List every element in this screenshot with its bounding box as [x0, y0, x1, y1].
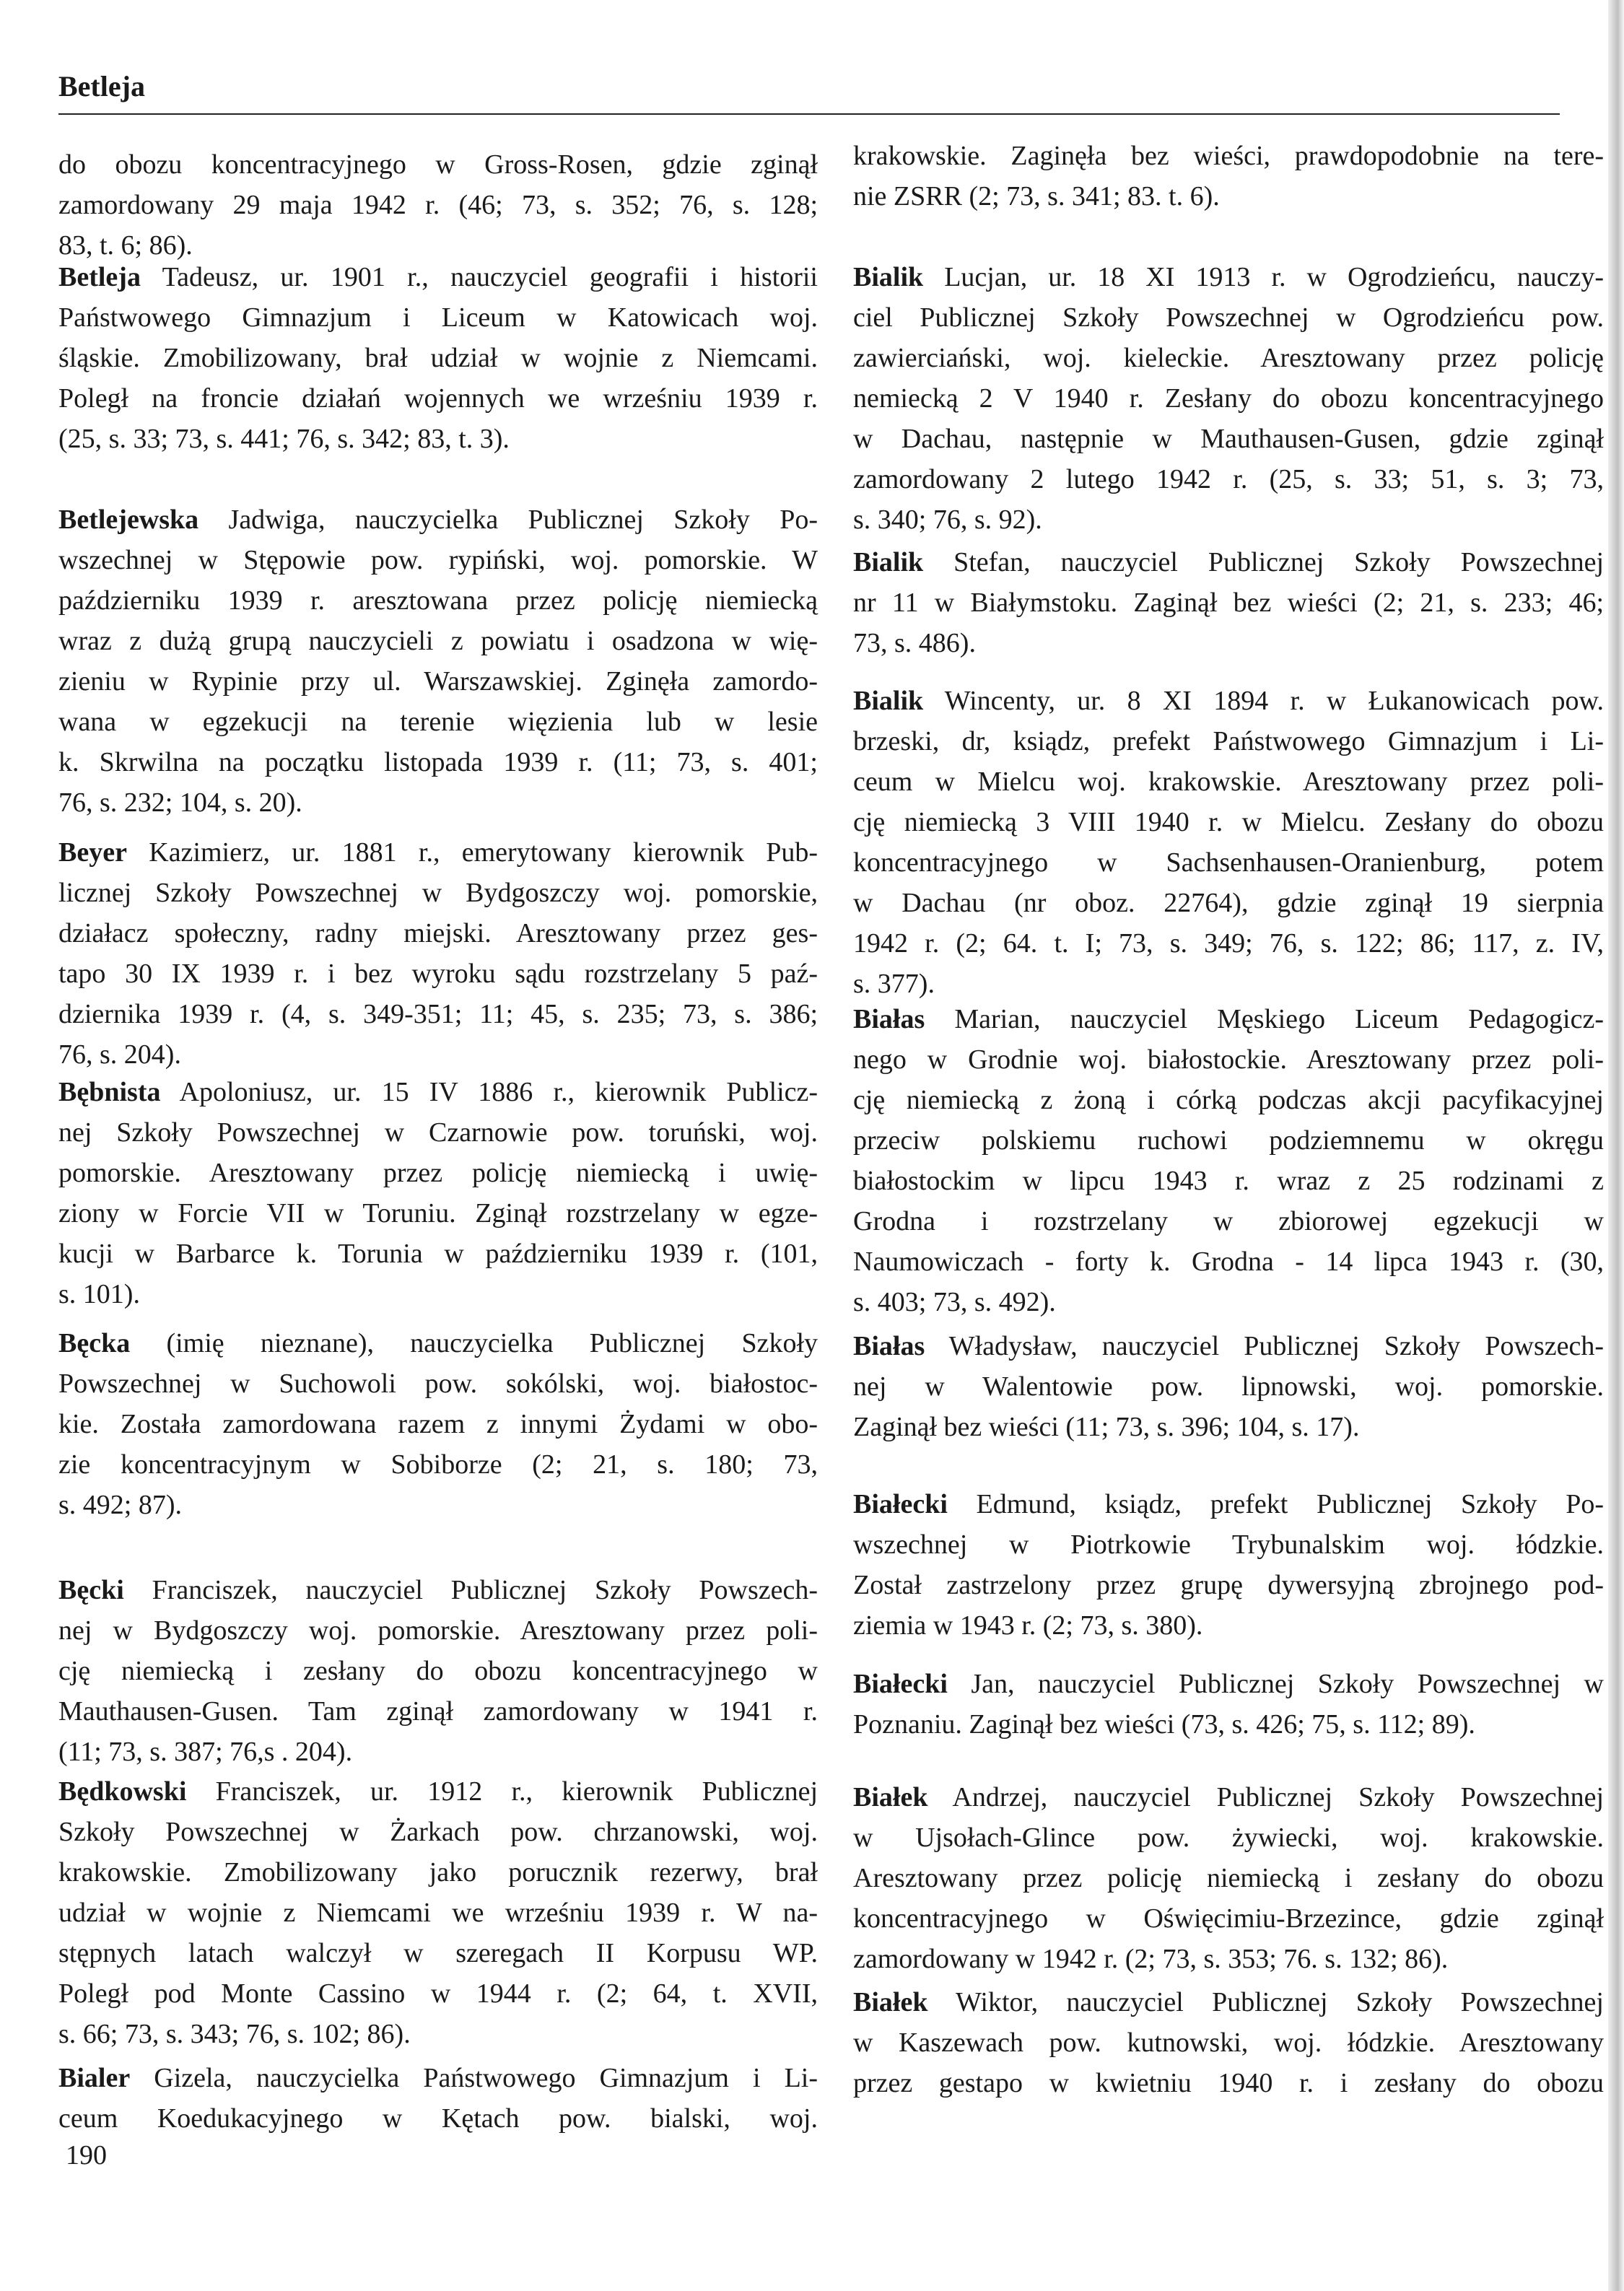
entry-text: październiku 1939 r. aresztowana przez policję niemiecką — [58, 585, 818, 616]
entry-text: krakowskie. Zaginęła bez wieści, prawdopodobnie na tere- — [853, 141, 1604, 171]
entry-line — [853, 297, 1604, 338]
biography-entry — [58, 832, 818, 1075]
entry-text: nemiecką 2 V 1940 r. Zesłany do obozu koncentracyjnego — [853, 383, 1604, 414]
entry-line — [853, 999, 1604, 1039]
entry-line — [853, 1664, 1604, 1704]
entry-text: ceum w Mielcu woj. krakowskie. Aresztowany przez poli- — [853, 767, 1604, 797]
biography-entry — [58, 257, 818, 459]
biography-entry — [853, 542, 1604, 663]
entry-text: Jadwiga, nauczycielka Publicznej Szkoły Po- — [228, 505, 818, 535]
biography-entry — [853, 1484, 1604, 1646]
entry-text: działacz społeczny, radny miejski. Aresztowany przez ges- — [58, 918, 818, 948]
entry-line — [853, 1366, 1604, 1407]
entry-surname: Białas — [853, 1004, 925, 1034]
entry-line — [853, 1326, 1604, 1366]
entry-line — [58, 2014, 818, 2054]
entry-text: nej w Walentowie pow. lipnowski, woj. pomorskie. — [853, 1371, 1604, 1402]
entry-line — [58, 540, 818, 580]
entry-line — [853, 721, 1604, 762]
entry-line — [58, 994, 818, 1034]
entry-line — [58, 702, 818, 742]
entry-text: Poległ pod Monte Cassino w 1944 r. (2; 64, t. XVII, — [58, 1978, 818, 2009]
entry-text: 83, t. 6; 86). — [58, 230, 193, 261]
entry-text: Edmund, ksiądz, prefekt Publicznej Szkoły Po- — [976, 1489, 1604, 1519]
running-head: Betleja — [58, 70, 145, 102]
page-number: 190 — [66, 2140, 107, 2170]
entry-line — [853, 883, 1604, 923]
entry-line — [853, 1080, 1604, 1120]
entry-line — [853, 623, 1604, 663]
entry-line — [853, 1161, 1604, 1201]
entry-line — [853, 842, 1604, 883]
entry-line — [58, 1812, 818, 1852]
entry-line — [853, 136, 1604, 176]
entry-text: zieniu w Rypinie przy ul. Warszawskiej. Zginęła zamordo- — [58, 666, 818, 697]
entry-line — [853, 1201, 1604, 1241]
entry-text: pomorskie. Aresztowany przez policję niemiecką i uwię- — [58, 1158, 818, 1188]
entry-line — [58, 1112, 818, 1153]
entry-line — [853, 923, 1604, 964]
entry-line — [853, 1407, 1604, 1447]
entry-text: cję niemiecką i zesłany do obozu koncentracyjnego w — [58, 1656, 818, 1686]
entry-surname: Będkowski — [58, 1776, 187, 1807]
entry-surname: Białas — [853, 1331, 925, 1361]
entry-line — [853, 1241, 1604, 1282]
entry-line — [853, 1939, 1604, 1979]
entry-text: przez gestapo w kwietniu 1940 r. i zesłany do obozu — [853, 2068, 1604, 2098]
entry-text: s. 340; 76, s. 92). — [853, 505, 1042, 535]
entry-line — [58, 338, 818, 378]
entry-line — [58, 621, 818, 661]
entry-line — [853, 378, 1604, 419]
entry-text: Został zastrzelony przez grupę dywersyjną zbrojnego pod- — [853, 1570, 1604, 1600]
entry-text: koncentracyjnego w Sachsenhausen-Oranienburg, potem — [853, 847, 1604, 878]
entry-line — [58, 144, 818, 185]
biography-entry — [58, 1323, 818, 1525]
entry-text: Poległ na froncie działań wojennych we wrześniu 1939 r. — [58, 383, 818, 414]
entry-text: Apoloniusz, ur. 15 IV 1886 r., kierownik Publicz- — [179, 1077, 818, 1107]
entry-line — [853, 1282, 1604, 1322]
entry-surname: Bęcka — [58, 1328, 131, 1358]
entry-line — [58, 1234, 818, 1274]
entry-line — [853, 1605, 1604, 1646]
entry-text: (imię nieznane), nauczycielka Publicznej Szkoły — [166, 1328, 818, 1358]
entry-text: wszechnej w Stępowie pow. rypiński, woj. pomorskie. W — [58, 545, 818, 575]
entry-text: s. 492; 87). — [58, 1490, 182, 1520]
biography-entry — [853, 1664, 1604, 1745]
entry-text: kucji w Barbarce k. Torunia w październiku 1939 r. (101, — [58, 1239, 818, 1269]
entry-line — [853, 1484, 1604, 1524]
entry-line — [58, 1732, 818, 1772]
entry-text: cję niemiecką z żoną i córką podczas akcji pacyfikacyjnej — [853, 1085, 1604, 1115]
biography-entry — [853, 1982, 1604, 2103]
entry-text: nego w Grodnie woj. białostockie. Aresztowany przez poli- — [853, 1044, 1604, 1075]
biography-entry — [853, 257, 1604, 540]
entry-line — [58, 1363, 818, 1404]
entry-text: nr 11 w Białymstoku. Zaginął bez wieści (2; 21, s. 233; 46; — [853, 588, 1604, 618]
entry-text: Andrzej, nauczyciel Publicznej Szkoły Powszechnej — [952, 1782, 1605, 1812]
entry-text: Władysław, nauczyciel Publicznej Szkoły Powszech- — [948, 1331, 1604, 1361]
page-binding-shadow — [1608, 0, 1624, 2291]
biography-entry — [853, 1777, 1604, 1979]
entry-text: ziony w Forcie VII w Toruniu. Zginął rozstrzelany w egze- — [58, 1198, 818, 1229]
entry-surname: Bialik — [853, 686, 924, 716]
entry-line — [853, 1704, 1604, 1745]
entry-text: ciel Publicznej Szkoły Powszechnej w Ogrodzieńcu pow. — [853, 302, 1604, 333]
biography-entry — [853, 681, 1604, 1004]
entry-text: zie koncentracyjnym w Sobiborze (2; 21, s. 180; 73, — [58, 1449, 818, 1480]
entry-text: 76, s. 204). — [58, 1039, 181, 1070]
entry-line — [853, 1982, 1604, 2022]
entry-line — [58, 297, 818, 338]
entry-text: licznej Szkoły Powszechnej w Bydgoszczy woj. pomorskie, — [58, 878, 818, 908]
entry-text: Naumowiczach - forty k. Grodna - 14 lipca 1943 r. (30, — [853, 1247, 1604, 1277]
biography-entry — [58, 1072, 818, 1314]
biography-entry — [853, 1326, 1604, 1447]
entry-line — [853, 1858, 1604, 1898]
entry-line — [853, 964, 1604, 1004]
entry-line — [58, 1691, 818, 1732]
entry-text: Jan, nauczyciel Publicznej Szkoły Powszechnej w — [971, 1669, 1604, 1699]
entry-surname: Betleja — [58, 262, 141, 292]
biography-entry — [58, 2058, 818, 2139]
entry-text: tapo 30 IX 1939 r. i bez wyroku sądu rozstrzelany 5 paź- — [58, 959, 818, 989]
entry-text: zawierciański, woj. kieleckie. Aresztowany przez policję — [853, 343, 1604, 373]
entry-text: ceum Koedukacyjnego w Kętach pow. bialski, woj. — [58, 2103, 818, 2134]
entry-line — [853, 582, 1604, 623]
entry-line — [58, 1771, 818, 1812]
entry-line — [58, 2058, 818, 2098]
entry-line — [58, 1444, 818, 1485]
entry-text: śląskie. Zmobilizowany, brał udział w wojnie z Niemcami. — [58, 343, 818, 373]
biography-entry — [58, 144, 818, 266]
entry-text: stępnych latach walczył w szeregach II Korpusu WP. — [58, 1938, 818, 1968]
entry-line — [853, 2063, 1604, 2103]
entry-line — [58, 832, 818, 873]
entry-surname: Beyer — [58, 837, 127, 868]
entry-line — [58, 378, 818, 419]
entry-text: k. Skrwilna na początku listopada 1939 r. (11; 73, s. 401; — [58, 747, 818, 777]
entry-line — [853, 681, 1604, 721]
entry-line — [853, 1039, 1604, 1080]
biography-entry — [58, 1771, 818, 2054]
entry-text: s. 101). — [58, 1279, 140, 1309]
entry-text: zamordowany 29 maja 1942 r. (46; 73, s. 352; 76, s. 128; — [58, 190, 818, 220]
entry-line — [853, 419, 1604, 459]
entry-surname: Białecki — [853, 1489, 948, 1519]
entry-line — [58, 1485, 818, 1525]
entry-line — [58, 1852, 818, 1893]
entry-text: w Dachau (nr oboz. 22764), gdzie zginął 19 sierpnia — [853, 888, 1604, 918]
entry-surname: Betlejewska — [58, 505, 199, 535]
biography-entry — [853, 136, 1604, 217]
entry-surname: Białek — [853, 1987, 928, 2017]
entry-text: wraz z dużą grupą nauczycieli z powiatu i osadzona w wię- — [58, 626, 818, 656]
entry-text: Lucjan, ur. 18 XI 1913 r. w Ogrodzieńcu, nauczy- — [944, 262, 1605, 292]
entry-surname: Bialik — [853, 547, 924, 577]
entry-line — [58, 1973, 818, 2014]
entry-line — [58, 873, 818, 913]
entry-line — [58, 580, 818, 621]
entry-text: Państwowego Gimnazjum i Liceum w Katowicach woj. — [58, 302, 818, 333]
entry-line — [853, 1777, 1604, 1817]
entry-line — [58, 2098, 818, 2139]
entry-text: Grodna i rozstrzelany w zbiorowej egzekucji w — [853, 1206, 1604, 1236]
entry-line — [853, 802, 1604, 842]
entry-text: s. 403; 73, s. 492). — [853, 1287, 1056, 1317]
entry-text: białostockim w lipcu 1943 r. wraz z 25 rodzinami z — [853, 1166, 1604, 1196]
entry-line — [853, 762, 1604, 802]
entry-surname: Bialer — [58, 2063, 131, 2093]
entry-text: Gizela, nauczycielka Państwowego Gimnazjum i Li- — [154, 2063, 818, 2093]
entry-surname: Bębnista — [58, 1077, 161, 1107]
entry-text: Mauthausen-Gusen. Tam zginął zamordowany w 1941 r. — [58, 1696, 818, 1727]
entry-line — [853, 338, 1604, 378]
entry-line — [58, 1193, 818, 1234]
entry-text: Wincenty, ur. 8 XI 1894 r. w Łukanowicach pow. — [944, 686, 1604, 716]
entry-text: Poznaniu. Zaginął bez wieści (73, s. 426; 75, s. 112; 89). — [853, 1709, 1475, 1740]
entry-line — [58, 742, 818, 782]
entry-text: Stefan, nauczyciel Publicznej Szkoły Powszechnej — [953, 547, 1605, 577]
entry-text: ziemia w 1943 r. (2; 73, s. 380). — [853, 1610, 1203, 1641]
entry-text: Tadeusz, ur. 1901 r., nauczyciel geografii i historii — [162, 262, 818, 292]
entry-line — [58, 419, 818, 459]
entry-line — [58, 1610, 818, 1651]
entry-line — [853, 176, 1604, 217]
entry-text: Aresztowany przez policję niemiecką i zesłany do obozu — [853, 1863, 1604, 1893]
entry-text: Franciszek, nauczyciel Publicznej Szkoły Powszech- — [152, 1575, 818, 1605]
entry-text: Szkoły Powszechnej w Żarkach pow. chrzanowski, woj. — [58, 1817, 818, 1847]
biography-entry — [58, 1570, 818, 1772]
entry-text: zamordowany 2 lutego 1942 r. (25, s. 33; 51, s. 3; 73, — [853, 464, 1604, 494]
entry-text: Franciszek, ur. 1912 r., kierownik Publicznej — [215, 1776, 818, 1807]
entry-text: (11; 73, s. 387; 76,s . 204). — [58, 1737, 353, 1767]
entry-line — [58, 1404, 818, 1444]
entry-text: kie. Została zamordowana razem z innymi Żydami w obo- — [58, 1409, 818, 1439]
entry-text: s. 377). — [853, 969, 935, 999]
biography-entry — [853, 999, 1604, 1322]
header-rule — [58, 113, 1560, 115]
entry-line — [58, 1651, 818, 1691]
entry-line — [853, 1898, 1604, 1939]
entry-line — [58, 1893, 818, 1933]
entry-line — [58, 1933, 818, 1973]
entry-line — [58, 1153, 818, 1193]
entry-text: nie ZSRR (2; 73, s. 341; 83. t. 6). — [853, 181, 1220, 211]
entry-text: zamordowany w 1942 r. (2; 73, s. 353; 76. s. 132; 86). — [853, 1944, 1449, 1974]
entry-text: do obozu koncentracyjnego w Gross-Rosen, gdzie zginął — [58, 149, 818, 180]
entry-text: 76, s. 232; 104, s. 20). — [58, 787, 302, 818]
entry-text: s. 66; 73, s. 343; 76, s. 102; 86). — [58, 2019, 411, 2049]
entry-line — [58, 913, 818, 954]
entry-text: wana w egzekucji na terenie więzienia lub w lesie — [58, 707, 818, 737]
entry-text: nej Szkoły Powszechnej w Czarnowie pow. toruński, woj. — [58, 1117, 818, 1148]
entry-line — [853, 1817, 1604, 1858]
entry-line — [853, 1120, 1604, 1161]
entry-line — [58, 499, 818, 540]
entry-line — [58, 185, 818, 225]
entry-line — [853, 1565, 1604, 1605]
biography-entry — [58, 499, 818, 823]
entry-text: (25, s. 33; 73, s. 441; 76, s. 342; 83, t. 3). — [58, 424, 510, 454]
entry-line — [58, 661, 818, 702]
entry-line — [58, 1034, 818, 1075]
entry-line — [853, 459, 1604, 499]
entry-text: Marian, nauczyciel Męskiego Liceum Pedagogicz- — [954, 1004, 1605, 1034]
entry-text: w Kaszewach pow. kutnowski, woj. łódzkie. Aresztowany — [853, 2028, 1604, 2058]
entry-text: przeciw polskiemu ruchowi podziemnemu w okręgu — [853, 1125, 1604, 1156]
entry-line — [58, 257, 818, 297]
entry-line — [853, 542, 1604, 582]
entry-text: w Dachau, następnie w Mauthausen-Gusen, gdzie zginął — [853, 424, 1604, 454]
entry-text: Kazimierz, ur. 1881 r., emerytowany kierownik Pub- — [149, 837, 818, 868]
entry-text: dziernika 1939 r. (4, s. 349-351; 11; 45, s. 235; 73, s. 386; — [58, 999, 818, 1029]
entry-text: wszechnej w Piotrkowie Trybunalskim woj. łódzkie. — [853, 1529, 1604, 1560]
entry-line — [58, 1570, 818, 1610]
entry-line — [58, 1274, 818, 1314]
entry-text: 1942 r. (2; 64. t. I; 73, s. 349; 76, s. 122; 86; 117, z. IV, — [853, 928, 1604, 959]
entry-line — [58, 954, 818, 994]
entry-text: Wiktor, nauczyciel Publicznej Szkoły Powszechnej — [956, 1987, 1604, 2017]
entry-text: cję niemiecką 3 VIII 1940 r. w Mielcu. Zesłany do obozu — [853, 807, 1604, 837]
entry-line — [58, 1323, 818, 1363]
entry-line — [853, 257, 1604, 297]
entry-surname: Białecki — [853, 1669, 948, 1699]
entry-line — [58, 1072, 818, 1112]
entry-line — [58, 782, 818, 823]
entry-surname: Bęcki — [58, 1575, 124, 1605]
entry-surname: Białek — [853, 1782, 928, 1812]
entry-text: udział w wojnie z Niemcami we wrześniu 1939 r. W na- — [58, 1898, 818, 1928]
entry-text: koncentracyjnego w Oświęcimiu-Brzezince, gdzie zginął — [853, 1903, 1604, 1934]
entry-text: krakowskie. Zmobilizowany jako porucznik rezerwy, brał — [58, 1857, 818, 1888]
entry-line — [853, 499, 1604, 540]
entry-surname: Bialik — [853, 262, 924, 292]
entry-text: Zaginął bez wieści (11; 73, s. 396; 104, s. 17). — [853, 1412, 1360, 1442]
entry-line — [853, 1524, 1604, 1565]
entry-line — [853, 2022, 1604, 2063]
entry-text: brzeski, dr, ksiądz, prefekt Państwowego Gimnazjum i Li- — [853, 726, 1604, 756]
entry-text: w Ujsołach-Glince pow. żywiecki, woj. krakowskie. — [853, 1823, 1604, 1853]
entry-text: Powszechnej w Suchowoli pow. sokólski, woj. białostoc- — [58, 1369, 818, 1399]
entry-text: nej w Bydgoszczy woj. pomorskie. Aresztowany przez poli- — [58, 1615, 818, 1646]
entry-text: 73, s. 486). — [853, 628, 976, 658]
